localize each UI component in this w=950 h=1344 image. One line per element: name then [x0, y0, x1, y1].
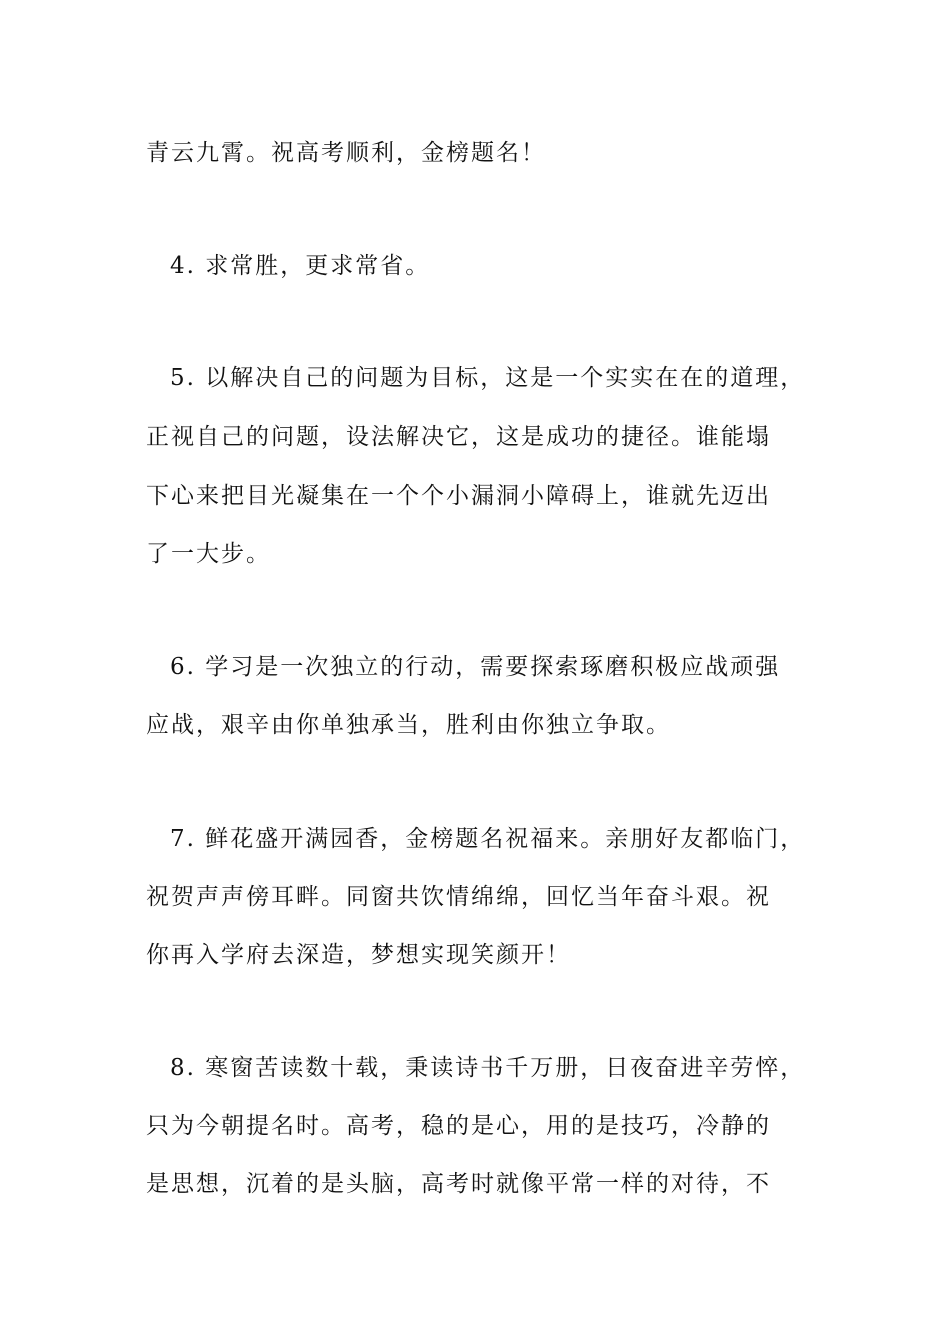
paragraph-line: 祝贺声声傍耳畔。同窗共饮情绵绵，回忆当年奋斗艰。祝: [146, 884, 771, 910]
paragraph-line: 应战，艰辛由你单独承当，胜利由你独立争取。: [146, 712, 671, 738]
paragraph-line: 下心来把目光凝集在一个个小漏洞小障碍上，谁就先迈出: [146, 483, 771, 509]
paragraph-line: 了一大步。: [146, 541, 271, 567]
paragraph-line: 7. 鲜花盛开满园香，金榜题名祝福来。亲朋好友都临门，: [170, 826, 806, 852]
paragraph-line: 是思想，沉着的是头脑，高考时就像平常一样的对待，不: [146, 1171, 771, 1197]
paragraph-line: 6. 学习是一次独立的行动，需要探索琢磨积极应战顽强: [170, 654, 781, 680]
paragraph-line: 4. 求常胜，更求常省。: [170, 253, 431, 279]
paragraph-line: 青云九霄。祝高考顺利，金榜题名！: [146, 140, 546, 166]
paragraph-line: 8. 寒窗苦读数十载，秉读诗书千万册，日夜奋进辛劳悴，: [170, 1055, 806, 1081]
paragraph-line: 5. 以解决自己的问题为目标，这是一个实实在在的道理，: [170, 365, 806, 391]
paragraph-line: 只为今朝提名时。高考，稳的是心，用的是技巧，冷静的: [146, 1113, 771, 1139]
paragraph-line: 你再入学府去深造，梦想实现笑颜开！: [146, 942, 571, 968]
paragraph-line: 正视自己的问题，设法解决它，这是成功的捷径。谁能塌: [146, 424, 771, 450]
